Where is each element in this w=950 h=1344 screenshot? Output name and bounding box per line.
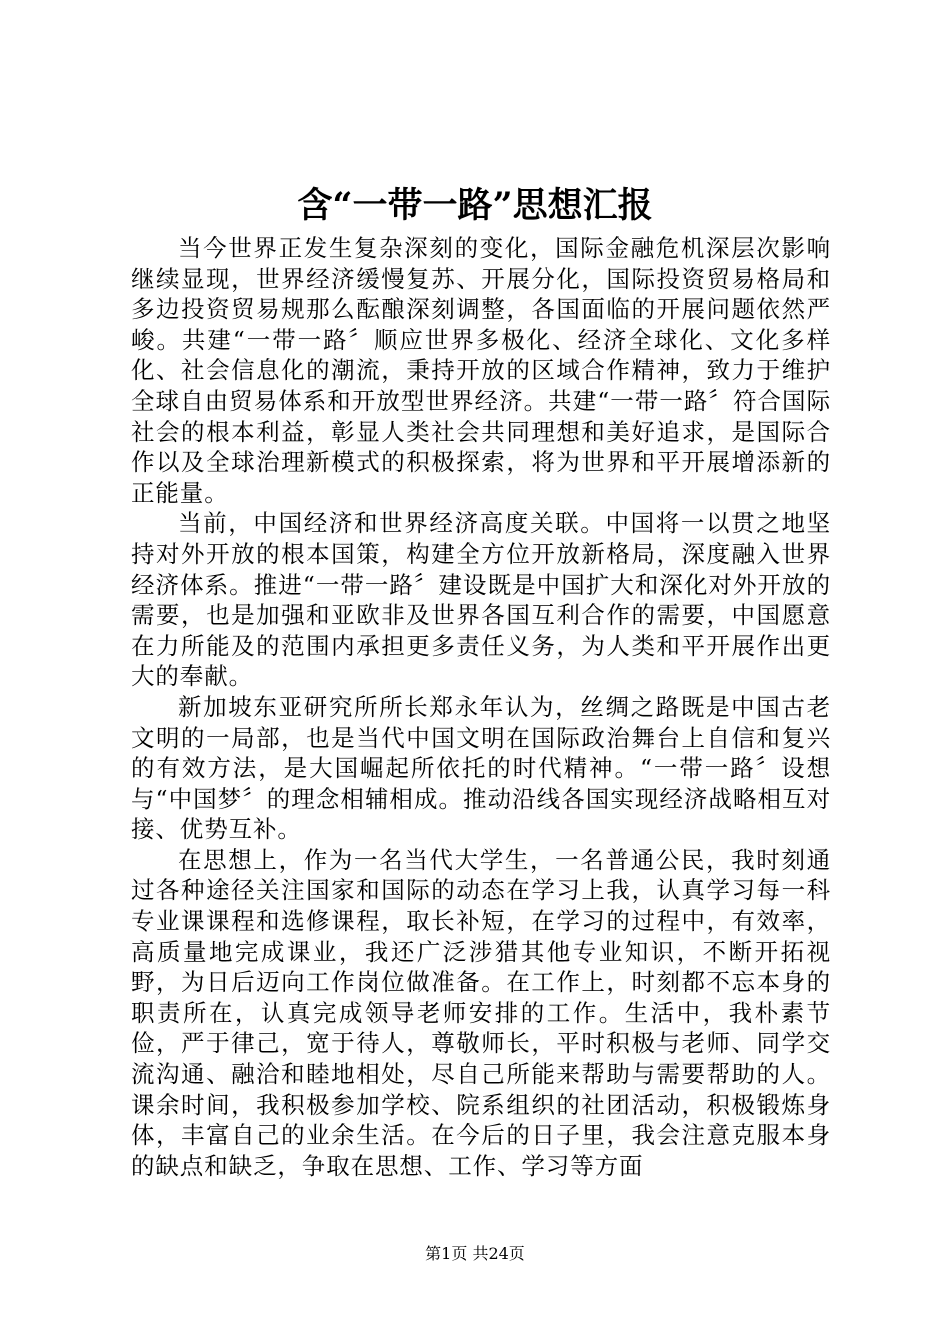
paragraph-1: 当今世界正发生复杂深刻的变化，国际金融危机深层次影响继续显现，世界经济缓慢复苏、开展分化，国际投资贸易格局和多边投资贸易规那么酝酿深刻调整，各国面临的开展问题依然严峻。共建“一带一路〞顺应世界多极化、经济全球化、文化多样化、社会信息化的潮流，秉持开放的区域合作精神，致力于维护全球自由贸易体系和开放型世界经济。共建“一带一路〞符合国际社会的根本利益，彰显人类社会共同理想和美好追求，是国际合作以及全球治理新模式的积极探索，将为世界和平开展增添新的正能量。 bbox=[131, 234, 831, 507]
paragraph-4: 在思想上，作为一名当代大学生，一名普通公民，我时刻通过各种途径关注国家和国际的动态在学习上我，认真学习每一科专业课课程和选修课程，取长补短，在学习的过程中，有效率，高质量地完成课业，我还广泛涉猎其他专业知识，不断开拓视野，为日后迈向工作岗位做准备。在工作上，时刻都不忘本身的职责所在，认真完成领导老师安排的工作。生活中，我朴素节俭，严于律己，宽于待人，尊敬师长，平时积极与老师、同学交流沟通、融洽和睦地相处，尽自己所能来帮助与需要帮助的人。课余时间，我积极参加学校、院系组织的社团活动，积极锻炼身体，丰富自己的业余生活。在今后的日子里，我会注意克服本身的缺点和缺乏，争取在思想、工作、学习等方面 bbox=[131, 845, 831, 1180]
paragraph-2: 当前，中国经济和世界经济高度关联。中国将一以贯之地坚持对外开放的根本国策，构建全方位开放新格局，深度融入世界经济体系。推进“一带一路〞建设既是中国扩大和深化对外开放的需要，也是加强和亚欧非及世界各国互利合作的需要，中国愿意在力所能及的范围内承担更多责任义务，为人类和平开展作出更大的奉献。 bbox=[131, 509, 831, 691]
paragraph-3: 新加坡东亚研究所所长郑永年认为，丝绸之路既是中国古老文明的一局部，也是当代中国文明在国际政治舞台上自信和复兴的有效方法，是大国崛起所依托的时代精神。“一带一路〞设想与“中国梦〞的理念相辅相成。推动沿线各国实现经济战略相互对接、优势互补。 bbox=[131, 692, 831, 844]
document-body bbox=[131, 233, 831, 1181]
document-title: 含“一带一路”思想汇报 bbox=[297, 185, 653, 226]
page-footer: 第1页 共24页 bbox=[425, 1244, 525, 1263]
